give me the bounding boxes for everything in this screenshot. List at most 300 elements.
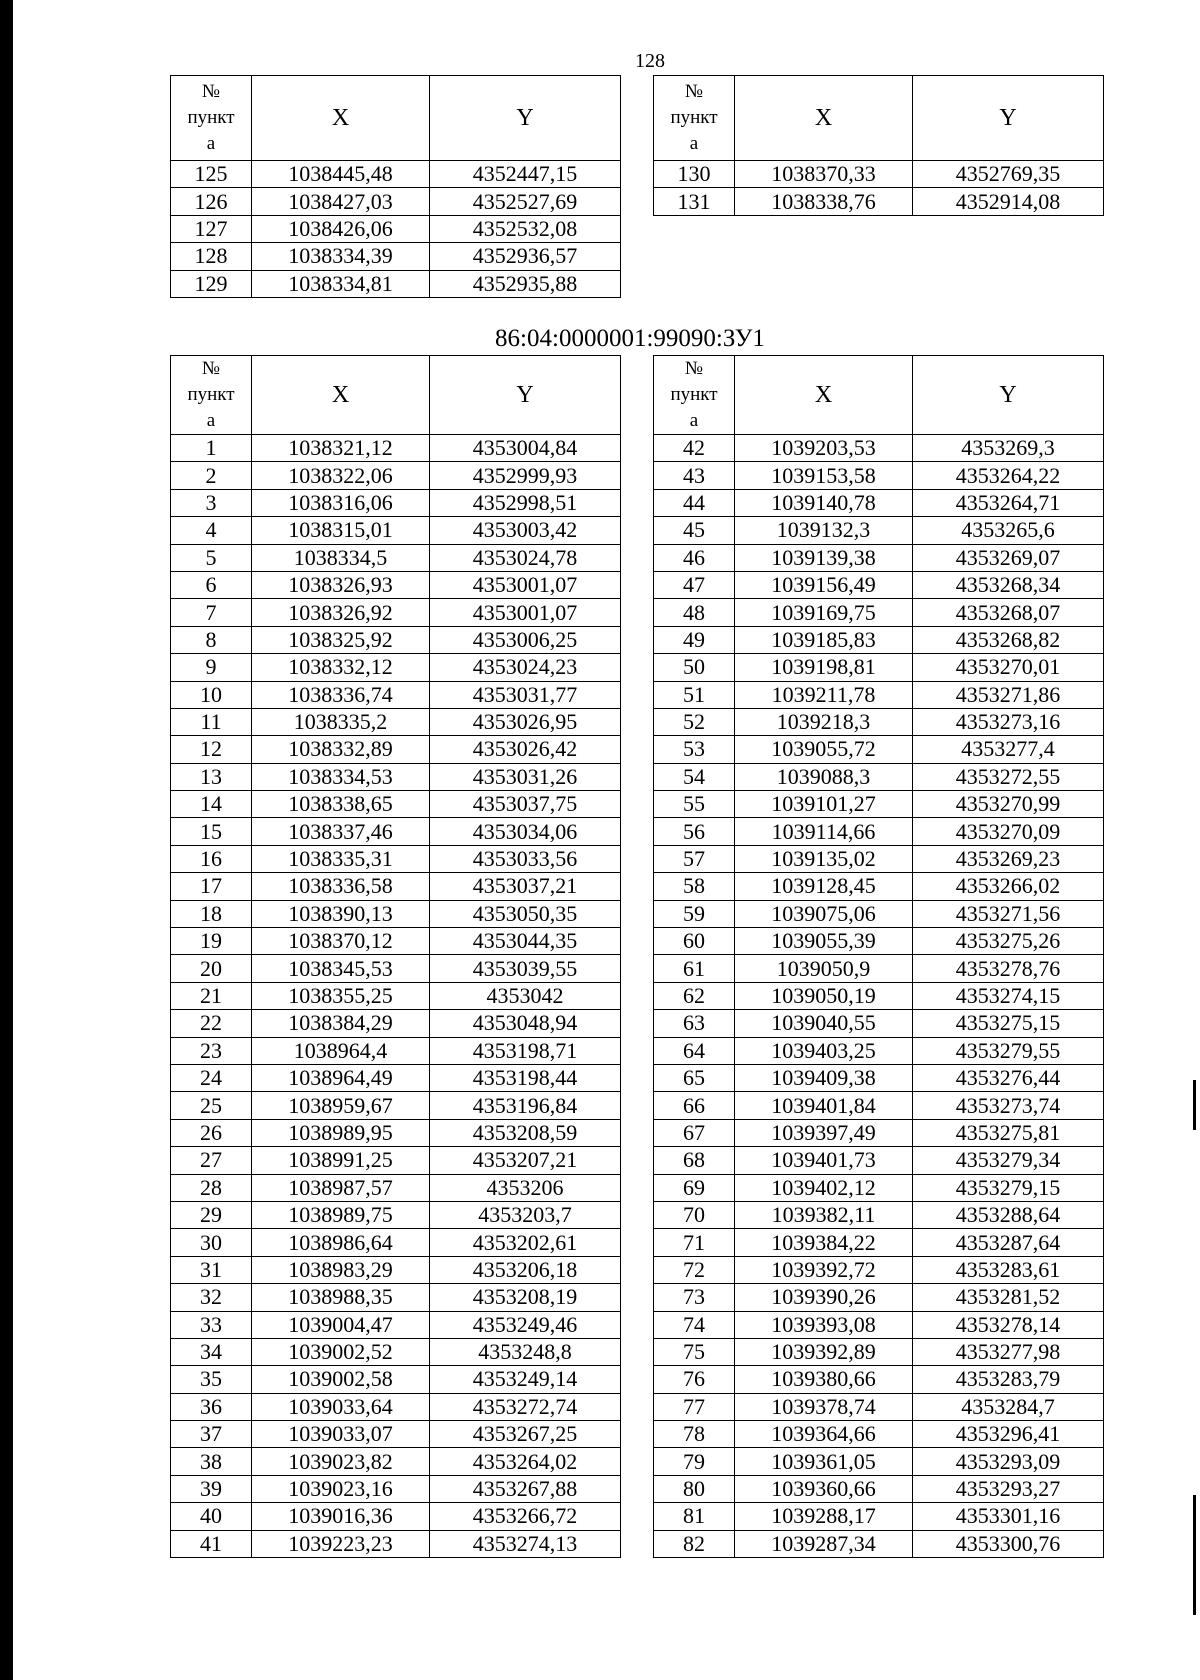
cell-point-number: 80 [654,1475,735,1502]
table-row [171,791,621,818]
table-row [654,900,1104,927]
cell-x: 1039033,64 [252,1393,430,1420]
cell-y: 4353276,44 [913,1064,1104,1091]
cell-point-number: 49 [654,626,735,653]
table-row [171,873,621,900]
cell-point-number: 24 [171,1064,252,1091]
header-x: X [735,356,913,435]
coordinates-table-top-left [170,75,621,298]
table-row [654,188,1104,215]
cell-y: 4353270,99 [913,791,1104,818]
cell-point-number: 5 [171,544,252,571]
cell-y: 4353264,71 [913,489,1104,516]
header-point-number: № пункт а [654,356,735,435]
cell-x: 1039390,26 [735,1284,913,1311]
table-row [654,1064,1104,1091]
cell-x: 1039050,19 [735,982,913,1009]
cell-point-number: 63 [654,1010,735,1037]
table-row [171,982,621,1009]
cell-x: 1038332,89 [252,736,430,763]
cell-x: 1039055,72 [735,736,913,763]
coordinates-table-right [653,355,1104,1558]
cell-y: 4352914,08 [913,188,1104,215]
table-row [654,982,1104,1009]
cell-y: 4353278,14 [913,1311,1104,1338]
cell-x: 1038991,25 [252,1147,430,1174]
cell-y: 4353293,09 [913,1448,1104,1475]
cell-x: 1038335,31 [252,845,430,872]
cell-y: 4353037,75 [430,791,621,818]
cell-point-number: 76 [654,1366,735,1393]
cell-x: 1039055,39 [735,928,913,955]
table-row [171,1421,621,1448]
cell-point-number: 59 [654,900,735,927]
table-row [654,517,1104,544]
cell-x: 1039392,72 [735,1256,913,1283]
table-row [654,736,1104,763]
table-row [171,1448,621,1475]
table-row [171,517,621,544]
cell-point-number: 125 [171,161,252,188]
cell-point-number: 19 [171,928,252,955]
cell-y: 4353037,21 [430,873,621,900]
cell-point-number: 25 [171,1092,252,1119]
cell-x: 1038345,53 [252,955,430,982]
cell-point-number: 32 [171,1284,252,1311]
table-row [654,791,1104,818]
cell-x: 1039401,84 [735,1092,913,1119]
cell-point-number: 29 [171,1201,252,1228]
cell-point-number: 81 [654,1503,735,1530]
cell-point-number: 28 [171,1174,252,1201]
cell-y: 4353202,61 [430,1229,621,1256]
header-point-number: № пункт а [171,76,252,161]
header-x: X [252,76,430,161]
cell-y: 4353293,27 [913,1475,1104,1502]
cell-point-number: 65 [654,1064,735,1091]
cell-x: 1038427,03 [252,188,430,215]
cell-point-number: 50 [654,654,735,681]
cell-point-number: 67 [654,1119,735,1146]
table-row [654,1201,1104,1228]
coordinates-table-top-right [653,75,1104,216]
scan-left-edge [0,0,13,1680]
cell-point-number: 130 [654,161,735,188]
cell-point-number: 61 [654,955,735,982]
cell-y: 4353277,4 [913,736,1104,763]
cell-x: 1038983,29 [252,1256,430,1283]
cell-y: 4353206,18 [430,1256,621,1283]
cell-x: 1038332,12 [252,654,430,681]
table-row [171,1503,621,1530]
cell-point-number: 36 [171,1393,252,1420]
cell-y: 4353283,79 [913,1366,1104,1393]
cell-y: 4353249,14 [430,1366,621,1393]
cell-point-number: 41 [171,1530,252,1557]
table-row [171,1338,621,1365]
cell-y: 4353198,44 [430,1064,621,1091]
cell-x: 1039198,81 [735,654,913,681]
cell-y: 4353198,71 [430,1037,621,1064]
cell-y: 4353274,15 [913,982,1104,1009]
cell-y: 4353275,15 [913,1010,1104,1037]
cell-y: 4352998,51 [430,489,621,516]
table-row [171,243,621,270]
cell-y: 4353301,16 [913,1503,1104,1530]
cell-x: 1039364,66 [735,1421,913,1448]
cell-point-number: 12 [171,736,252,763]
cell-y: 4353267,25 [430,1421,621,1448]
cell-y: 4353266,72 [430,1503,621,1530]
cell-x: 1039361,05 [735,1448,913,1475]
table-row [171,1393,621,1420]
cell-x: 1038426,06 [252,215,430,242]
cell-point-number: 10 [171,681,252,708]
cell-y: 4353044,35 [430,928,621,955]
cell-y: 4353003,42 [430,517,621,544]
cell-point-number: 27 [171,1147,252,1174]
cell-y: 4353275,81 [913,1119,1104,1146]
cell-x: 1039393,08 [735,1311,913,1338]
cell-y: 4353287,64 [913,1229,1104,1256]
table-row [171,435,621,462]
cell-x: 1039040,55 [735,1010,913,1037]
cell-x: 1039002,52 [252,1338,430,1365]
scan-right-mark [1193,1080,1196,1130]
cell-x: 1038338,76 [735,188,913,215]
cell-point-number: 57 [654,845,735,872]
cell-x: 1039114,66 [735,818,913,845]
table-header-row [654,356,1104,435]
cell-y: 4353208,19 [430,1284,621,1311]
cell-y: 4353265,6 [913,517,1104,544]
table-row [654,1448,1104,1475]
cell-x: 1039156,49 [735,571,913,598]
table-row [171,1092,621,1119]
table-row [654,1338,1104,1365]
cell-x: 1039288,17 [735,1503,913,1530]
cell-x: 1038355,25 [252,982,430,1009]
cell-x: 1039392,89 [735,1338,913,1365]
table-row [654,1147,1104,1174]
table-row [654,845,1104,872]
table-row [171,1174,621,1201]
cell-x: 1039101,27 [735,791,913,818]
cell-y: 4353273,16 [913,708,1104,735]
table-row [654,626,1104,653]
cell-x: 1038326,92 [252,599,430,626]
cell-y: 4353207,21 [430,1147,621,1174]
cell-point-number: 66 [654,1092,735,1119]
cell-point-number: 47 [654,571,735,598]
cell-x: 1038384,29 [252,1010,430,1037]
cell-point-number: 38 [171,1448,252,1475]
table-row [171,1229,621,1256]
cell-x: 1039139,38 [735,544,913,571]
cell-x: 1039153,58 [735,462,913,489]
cell-x: 1038370,33 [735,161,913,188]
table-row [171,1366,621,1393]
cell-point-number: 64 [654,1037,735,1064]
table-row [654,1119,1104,1146]
cell-y: 4352935,88 [430,270,621,297]
cell-y: 4353296,41 [913,1421,1104,1448]
cell-x: 1039403,25 [735,1037,913,1064]
cell-x: 1038390,13 [252,900,430,927]
table-row [654,1421,1104,1448]
cell-y: 4352999,93 [430,462,621,489]
cell-x: 1038334,5 [252,544,430,571]
cell-x: 1038316,06 [252,489,430,516]
cell-x: 1038321,12 [252,435,430,462]
table-row [171,900,621,927]
header-x: X [735,76,913,161]
cell-x: 1039380,66 [735,1366,913,1393]
cell-point-number: 18 [171,900,252,927]
cell-x: 1038964,49 [252,1064,430,1091]
cell-y: 4353278,76 [913,955,1104,982]
table-row [171,626,621,653]
cell-point-number: 33 [171,1311,252,1338]
table-row [171,845,621,872]
cell-point-number: 48 [654,599,735,626]
cell-point-number: 34 [171,1338,252,1365]
cell-point-number: 37 [171,1421,252,1448]
cell-point-number: 22 [171,1010,252,1037]
table-row [654,873,1104,900]
cell-y: 4353050,35 [430,900,621,927]
cell-x: 1038336,58 [252,873,430,900]
cell-x: 1038988,35 [252,1284,430,1311]
cell-point-number: 26 [171,1119,252,1146]
table-row [654,1530,1104,1557]
cell-y: 4353026,42 [430,736,621,763]
table-row [171,215,621,242]
table-row [171,763,621,790]
cell-x: 1039382,11 [735,1201,913,1228]
cell-y: 4353270,01 [913,654,1104,681]
cell-y: 4353271,86 [913,681,1104,708]
cell-y: 4353273,74 [913,1092,1104,1119]
cell-point-number: 128 [171,243,252,270]
cell-x: 1039360,66 [735,1475,913,1502]
cell-x: 1039401,73 [735,1147,913,1174]
cell-point-number: 78 [654,1421,735,1448]
cell-x: 1038325,92 [252,626,430,653]
header-y: Y [430,76,621,161]
table-row [171,955,621,982]
table-row [654,1229,1104,1256]
table-row [171,161,621,188]
cell-y: 4353031,77 [430,681,621,708]
table-row [171,462,621,489]
cell-point-number: 20 [171,955,252,982]
cell-point-number: 30 [171,1229,252,1256]
cell-y: 4353042 [430,982,621,1009]
cell-x: 1039033,07 [252,1421,430,1448]
page-number: 128 [635,50,665,72]
table-row [654,654,1104,681]
cell-point-number: 45 [654,517,735,544]
cell-y: 4353269,23 [913,845,1104,872]
cell-y: 4352936,57 [430,243,621,270]
cell-y: 4353284,7 [913,1393,1104,1420]
cell-y: 4353300,76 [913,1530,1104,1557]
cell-x: 1039185,83 [735,626,913,653]
table-row [171,1475,621,1502]
cell-y: 4353279,55 [913,1037,1104,1064]
table-row [171,571,621,598]
cell-point-number: 31 [171,1256,252,1283]
table-row [654,1174,1104,1201]
table-row [654,544,1104,571]
cell-x: 1039287,34 [735,1530,913,1557]
cell-x: 1039128,45 [735,873,913,900]
cell-y: 4353208,59 [430,1119,621,1146]
cell-point-number: 53 [654,736,735,763]
cell-point-number: 70 [654,1201,735,1228]
cell-point-number: 69 [654,1174,735,1201]
cell-x: 1039004,47 [252,1311,430,1338]
cell-y: 4353039,55 [430,955,621,982]
cell-x: 1038322,06 [252,462,430,489]
cell-x: 1038987,57 [252,1174,430,1201]
cell-point-number: 54 [654,763,735,790]
cell-point-number: 71 [654,1229,735,1256]
cell-x: 1039223,23 [252,1530,430,1557]
cell-x: 1039002,58 [252,1366,430,1393]
cell-x: 1039402,12 [735,1174,913,1201]
table-row [654,161,1104,188]
cell-y: 4353004,84 [430,435,621,462]
cell-x: 1039203,53 [735,435,913,462]
cell-point-number: 4 [171,517,252,544]
cell-point-number: 126 [171,188,252,215]
cell-point-number: 46 [654,544,735,571]
cell-x: 1039050,9 [735,955,913,982]
cell-y: 4353033,56 [430,845,621,872]
cell-y: 4352527,69 [430,188,621,215]
cell-y: 4353248,8 [430,1338,621,1365]
cell-point-number: 131 [654,188,735,215]
cell-y: 4353281,52 [913,1284,1104,1311]
cell-point-number: 75 [654,1338,735,1365]
table-row [654,599,1104,626]
table-row [654,1503,1104,1530]
cell-point-number: 51 [654,681,735,708]
cell-x: 1038326,93 [252,571,430,598]
cell-point-number: 129 [171,270,252,297]
table-row [171,1256,621,1283]
cell-point-number: 23 [171,1037,252,1064]
table-row [654,1284,1104,1311]
cell-x: 1039088,3 [735,763,913,790]
table-row [171,1037,621,1064]
cell-point-number: 11 [171,708,252,735]
table-row [171,1311,621,1338]
cell-y: 4353268,34 [913,571,1104,598]
cell-x: 1039211,78 [735,681,913,708]
cell-point-number: 17 [171,873,252,900]
table-row [654,1037,1104,1064]
cell-point-number: 21 [171,982,252,1009]
table-row [171,599,621,626]
cell-y: 4353270,09 [913,818,1104,845]
table-row [171,489,621,516]
cell-y: 4353031,26 [430,763,621,790]
cell-point-number: 77 [654,1393,735,1420]
cell-point-number: 62 [654,982,735,1009]
cell-point-number: 82 [654,1530,735,1557]
cell-point-number: 40 [171,1503,252,1530]
cell-y: 4353048,94 [430,1010,621,1037]
table-header-row [171,356,621,435]
cell-y: 4353288,64 [913,1201,1104,1228]
cell-y: 4353264,02 [430,1448,621,1475]
cell-x: 1038989,95 [252,1119,430,1146]
cell-point-number: 16 [171,845,252,872]
table-row [654,818,1104,845]
table-row [654,763,1104,790]
cell-x: 1038336,74 [252,681,430,708]
table-row [171,818,621,845]
table-row [171,1119,621,1146]
cell-x: 1039397,49 [735,1119,913,1146]
cell-x: 1038338,65 [252,791,430,818]
table-row [171,1530,621,1557]
table-header-row [654,76,1104,161]
table-row [654,435,1104,462]
cell-point-number: 15 [171,818,252,845]
table-row [654,1393,1104,1420]
cell-x: 1038959,67 [252,1092,430,1119]
table-row [171,1010,621,1037]
table-row [171,1201,621,1228]
header-y: Y [913,76,1104,161]
cell-y: 4353001,07 [430,571,621,598]
cell-point-number: 3 [171,489,252,516]
cell-point-number: 60 [654,928,735,955]
table-header-row [171,76,621,161]
cell-y: 4353206 [430,1174,621,1201]
table-row [654,681,1104,708]
cell-point-number: 79 [654,1448,735,1475]
cell-point-number: 56 [654,818,735,845]
cell-y: 4353267,88 [430,1475,621,1502]
cell-y: 4353268,07 [913,599,1104,626]
cell-y: 4353034,06 [430,818,621,845]
table-row [171,188,621,215]
section-title: 86:04:0000001:99090:ЗУ1 [495,325,765,352]
cell-x: 1039075,06 [735,900,913,927]
table-row [654,462,1104,489]
cell-x: 1038334,53 [252,763,430,790]
header-point-number: № пункт а [171,356,252,435]
cell-x: 1039023,16 [252,1475,430,1502]
cell-x: 1038334,81 [252,270,430,297]
cell-point-number: 58 [654,873,735,900]
cell-point-number: 35 [171,1366,252,1393]
cell-y: 4353271,56 [913,900,1104,927]
table-row [654,1366,1104,1393]
cell-x: 1038964,4 [252,1037,430,1064]
table-row [171,1147,621,1174]
table-row [654,571,1104,598]
cell-y: 4353272,74 [430,1393,621,1420]
cell-y: 4353024,23 [430,654,621,681]
cell-y: 4353275,26 [913,928,1104,955]
cell-y: 4353001,07 [430,599,621,626]
